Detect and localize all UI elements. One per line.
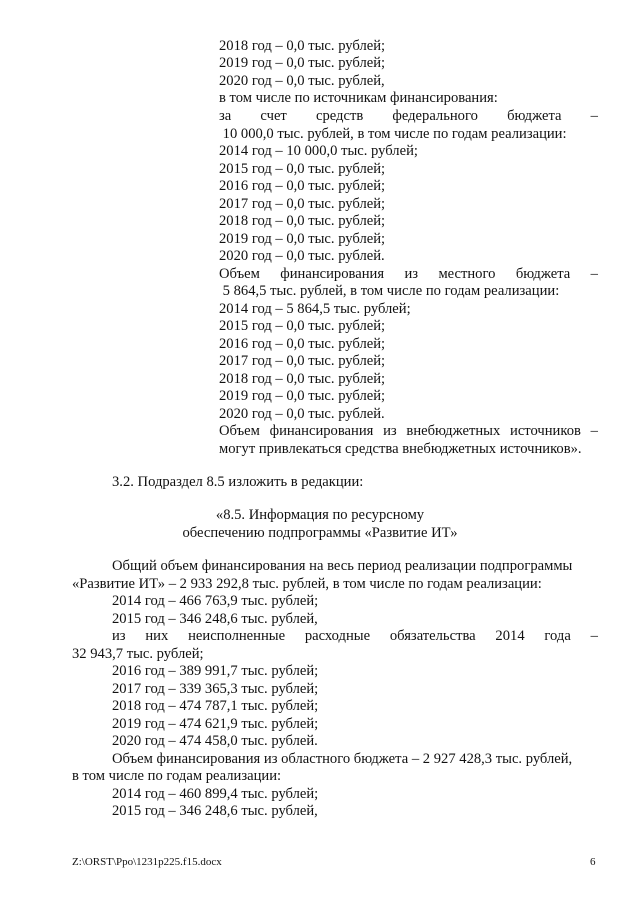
text-line: «Развитие ИТ» – 2 933 292,8 тыс. рублей, в том числе по годам реализации:	[72, 576, 542, 592]
text-line: 2018 год – 474 787,1 тыс. рублей;	[112, 698, 319, 714]
section-heading-line2: обеспечению подпрограммы «Развитие ИТ»	[182, 525, 458, 541]
text-line: 2019 год – 0,0 тыс. рублей;	[219, 388, 386, 404]
text-line: в том числе по источникам финансирования:	[219, 90, 498, 106]
text-line: 2018 год – 0,0 тыс. рублей;	[219, 38, 386, 54]
text-line: 2020 год – 0,0 тыс. рублей,	[219, 73, 385, 89]
word: местного	[438, 266, 496, 282]
word: финансирования	[280, 266, 385, 282]
word: 2014	[495, 628, 525, 644]
word: за	[219, 108, 232, 124]
text-line: 2014 год – 466 763,9 тыс. рублей;	[112, 593, 319, 609]
text-line: 2014 год – 460 899,4 тыс. рублей;	[112, 786, 319, 802]
unfulfilled-line	[112, 628, 598, 645]
word: из	[112, 628, 126, 644]
word: средств	[315, 108, 364, 124]
word: финансирования	[269, 423, 374, 439]
text-line: 2019 год – 0,0 тыс. рублей;	[219, 55, 386, 71]
word: источников	[510, 423, 581, 439]
word: Объем	[219, 266, 260, 282]
word: внебюджетных	[406, 423, 501, 439]
word: Объем	[219, 423, 260, 439]
text-line: 2015 год – 0,0 тыс. рублей;	[219, 161, 386, 177]
text-line: 2017 год – 339 365,3 тыс. рублей;	[112, 681, 319, 697]
footer-file-path: Z:\ORST\Ppo\1231p225.f15.docx	[72, 856, 222, 868]
word: бюджета	[515, 266, 571, 282]
text-line: 2018 год – 0,0 тыс. рублей;	[219, 371, 386, 387]
word: счет	[260, 108, 287, 124]
word: федерального	[392, 108, 478, 124]
text-line: 2018 год – 0,0 тыс. рублей;	[219, 213, 386, 229]
federal-intro-line	[219, 108, 598, 125]
word: неисполненные	[188, 628, 286, 644]
section-heading-line1: «8.5. Информация по ресурсному	[215, 507, 425, 523]
word: бюджета	[507, 108, 562, 124]
text-line: 2015 год – 346 248,6 тыс. рублей,	[112, 803, 318, 819]
text-line: 2014 год – 10 000,0 тыс. рублей;	[219, 143, 418, 159]
text-line: 2020 год – 0,0 тыс. рублей.	[219, 248, 385, 264]
extra-intro-line	[219, 423, 598, 440]
text-line: 2015 год – 346 248,6 тыс. рублей,	[112, 611, 318, 627]
text-line: в том числе по годам реализации:	[72, 768, 282, 784]
text-line: 2019 год – 474 621,9 тыс. рублей;	[112, 716, 319, 732]
text-line: 2016 год – 0,0 тыс. рублей;	[219, 178, 386, 194]
text-line: Общий объем финансирования на весь период реализации подпрограммы	[112, 558, 573, 574]
text-line: 2014 год – 5 864,5 тыс. рублей;	[219, 301, 411, 317]
text-line: 2019 год – 0,0 тыс. рублей;	[219, 231, 386, 247]
word: обязательства	[389, 628, 476, 644]
text-line: 32 943,7 тыс. рублей;	[72, 646, 204, 662]
text-line: могут привлекаться средства внебюджетных источников».	[219, 441, 582, 457]
word: них	[145, 628, 169, 644]
local-intro-line	[219, 266, 598, 283]
page-number: 6	[590, 856, 596, 868]
word: расходные	[304, 628, 371, 644]
text-line: 2020 год – 0,0 тыс. рублей.	[219, 406, 385, 422]
text-line: 2017 год – 0,0 тыс. рублей;	[219, 353, 386, 369]
text-line: 2016 год – 0,0 тыс. рублей;	[219, 336, 386, 352]
text-line: 5 864,5 тыс. рублей, в том числе по годам реализации:	[219, 283, 560, 299]
word: –	[590, 423, 598, 439]
word: из	[383, 423, 397, 439]
word: –	[590, 108, 598, 124]
word: из	[404, 266, 419, 282]
word: –	[590, 266, 598, 282]
text-line: 2016 год – 389 991,7 тыс. рублей;	[112, 663, 319, 679]
text-line: Объем финансирования из областного бюджета – 2 927 428,3 тыс. рублей,	[112, 751, 573, 767]
text-line: 2015 год – 0,0 тыс. рублей;	[219, 318, 386, 334]
item-3-2: 3.2. Подраздел 8.5 изложить в редакции:	[112, 474, 364, 490]
text-line: 2020 год – 474 458,0 тыс. рублей.	[112, 733, 318, 749]
word: года	[544, 628, 571, 644]
word: –	[590, 628, 598, 644]
text-line: 2017 год – 0,0 тыс. рублей;	[219, 196, 386, 212]
text-line: 10 000,0 тыс. рублей, в том числе по годам реализации:	[219, 126, 567, 142]
